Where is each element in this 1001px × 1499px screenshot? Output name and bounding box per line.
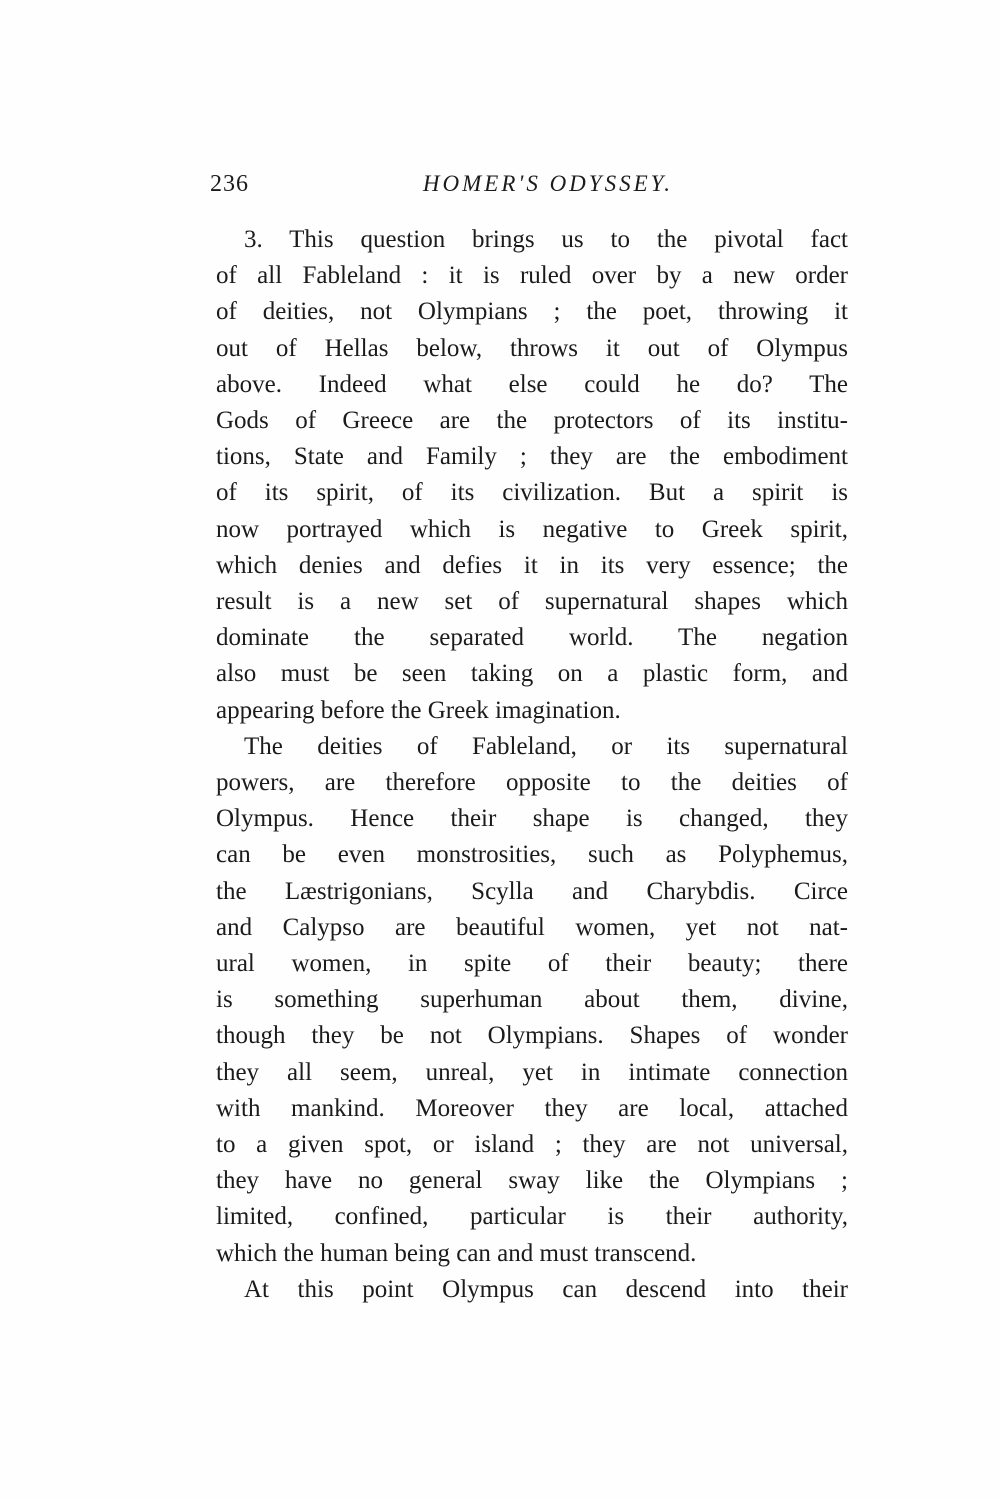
paragraph-2 [216, 729, 848, 1272]
text-line: powers, are therefore opposite to the deities of [216, 769, 848, 797]
text-line: Gods of Greece are the protectors of its institu- [216, 407, 848, 435]
page-number: 236 [210, 171, 249, 197]
text-line: dominate the separated world. The negation [216, 624, 848, 652]
text-line: now portrayed which is negative to Greek spirit, [216, 515, 848, 543]
paragraph-1 [216, 222, 848, 729]
text-line: of its spirit, of its civilization. But a spirit is [216, 479, 848, 507]
running-head [210, 168, 850, 208]
text-line: result is a new set of supernatural shapes which [216, 588, 848, 616]
text-line: to a given spot, or island ; they are not universal, [216, 1131, 848, 1159]
text-line: can be even monstrosities, such as Polyphemus, [216, 841, 848, 869]
text-line: appearing before the Greek imagination. [216, 696, 621, 724]
text-line: the Læstrigonians, Scylla and Charybdis. Circe [216, 877, 848, 905]
paragraph-3 [216, 1272, 848, 1308]
text-line: which denies and defies it in its very essence; the [216, 551, 848, 579]
text-line: of deities, not Olympians ; the poet, throwing it [216, 298, 848, 326]
text-line: though they be not Olympians. Shapes of wonder [216, 1022, 848, 1050]
text-line: is something superhuman about them, divine, [216, 986, 848, 1014]
text-line: out of Hellas below, throws it out of Olympus [216, 334, 848, 362]
text-line: Olympus. Hence their shape is changed, they [216, 805, 848, 833]
text-line: tions, State and Family ; they are the embodiment [216, 443, 848, 471]
text-line: limited, confined, particular is their authority, [216, 1203, 848, 1231]
running-title: HOMER'S ODYSSEY. [422, 171, 674, 196]
text-line: above. Indeed what else could he do? The [216, 370, 848, 398]
text-line: which the human being can and must transcend. [216, 1239, 697, 1267]
text-line: they all seem, unreal, yet in intimate connection [216, 1058, 848, 1086]
text-line: also must be seen taking on a plastic form, and [216, 660, 848, 688]
text-line: ural women, in spite of their beauty; there [216, 950, 848, 978]
text-line: with mankind. Moreover they are local, attached [216, 1094, 848, 1122]
body-text [216, 222, 848, 1308]
text-line: of all Fableland : it is ruled over by a new order [216, 262, 848, 290]
text-line: 3. This question brings us to the pivotal fact [244, 226, 848, 253]
text-line: At this point Olympus can descend into their [244, 1275, 848, 1303]
text-line: they have no general sway like the Olympians ; [216, 1167, 848, 1195]
text-line: The deities of Fableland, or its supernatural [244, 732, 848, 760]
text-line: and Calypso are beautiful women, yet not nat- [216, 913, 848, 941]
